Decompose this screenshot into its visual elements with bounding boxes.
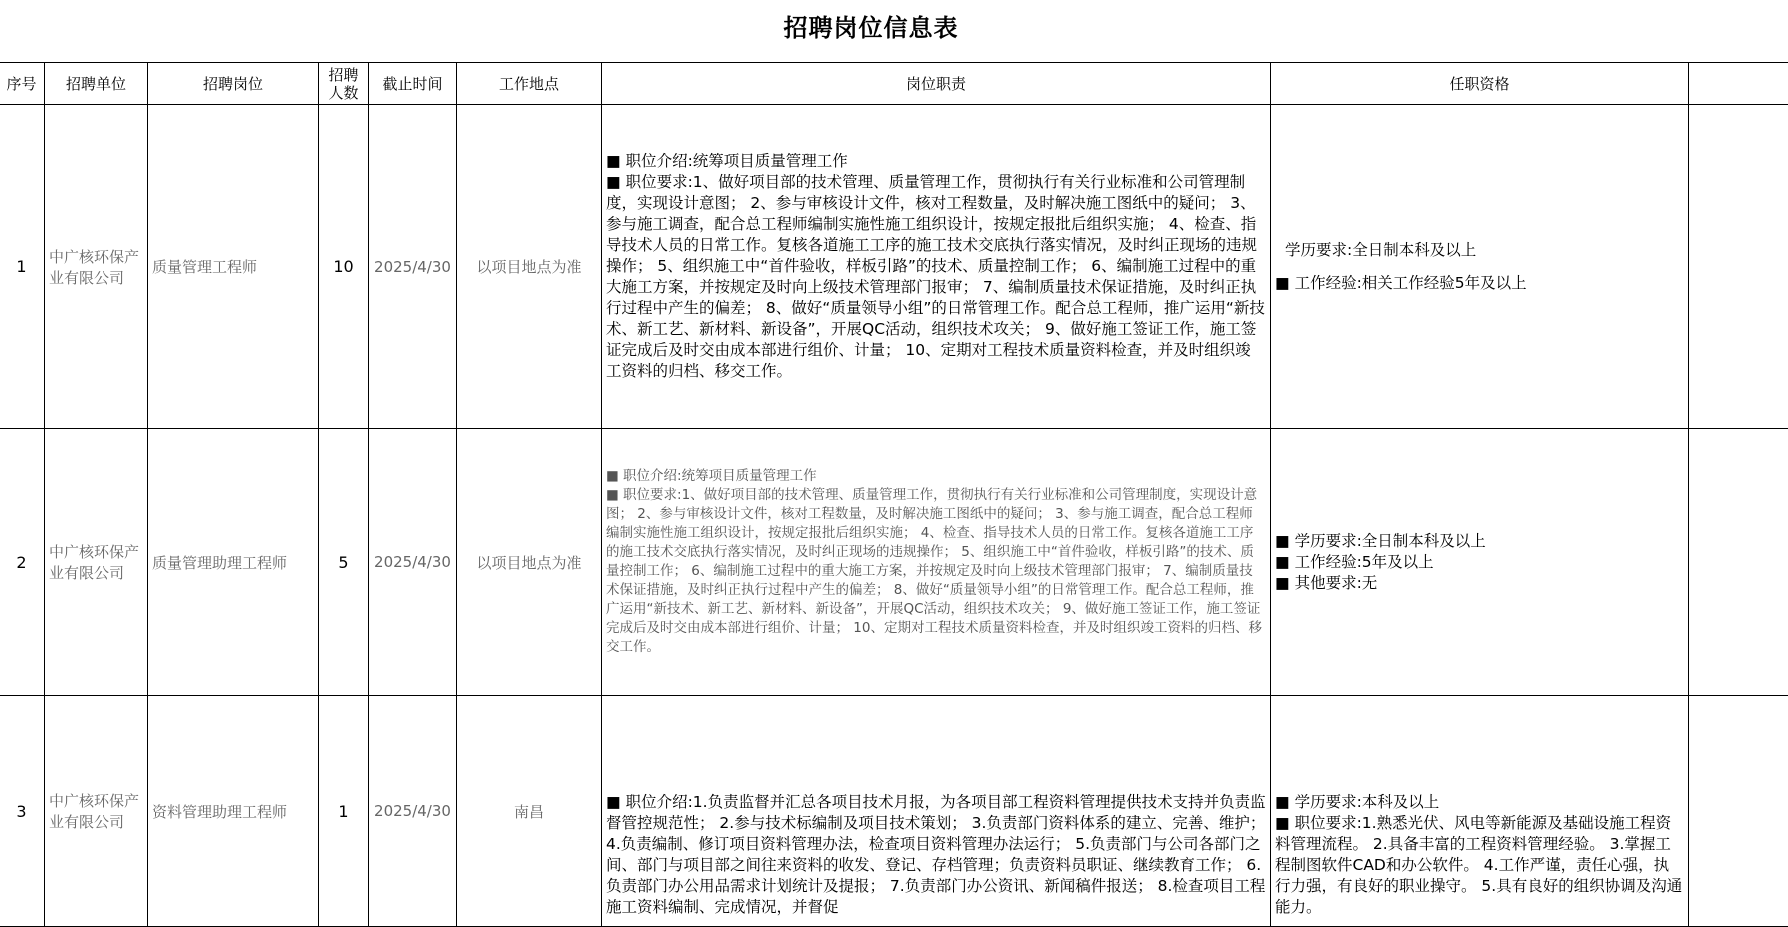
header-location: 工作地点 — [457, 63, 602, 105]
row-extra — [1689, 696, 1788, 927]
row-count: 5 — [319, 429, 369, 696]
row-deadline: 2025/4/30 — [369, 696, 457, 927]
row-unit: 中广核环保产业有限公司 — [45, 105, 148, 429]
row-location: 以项目地点为准 — [457, 429, 602, 696]
row-duties — [602, 429, 1271, 696]
row-unit: 中广核环保产业有限公司 — [45, 429, 148, 696]
header-position: 招聘岗位 — [148, 63, 319, 105]
qual-item: ■ 职位要求:1.熟悉光伏、风电等新能源及基础设施工程资料管理流程。 2.具备丰富的工程资料管理经验。 3.掌握工程制图软件CAD和办公软件。 4.工作严谨，责任心强，执行力强，有良好的职业操守。 5.具有良好的组织协调及沟通能力。 — [1275, 813, 1684, 918]
row-qualifications — [1271, 429, 1689, 696]
qual-item: ■ 学历要求:本科及以上 — [1275, 792, 1684, 813]
row-duties — [602, 696, 1271, 927]
header-duties: 岗位职责 — [602, 63, 1271, 105]
header-seq: 序号 — [0, 63, 45, 105]
row-location: 南昌 — [457, 696, 602, 927]
qual-item: ■ 学历要求:全日制本科及以上 — [1275, 531, 1684, 552]
row-seq: 2 — [0, 429, 45, 696]
row-duties-text: ■ 职位介绍:统筹项目质量管理工作 ■ 职位要求:1、做好项目部的技术管理、质量管理工作，贯彻执行有关行业标准和公司管理制度，实现设计意图； 2、参与审核设计文件，核对工程数量，及时解决施工图纸中的疑问； 3、参与施工调查，配合总工程师编制实施性施工组织设计，按规定报批后组织实施； 4、检查、指导技术人员的日常工作。复核各道施工工序的施工技术交底执行落实情况，及时纠正现场的违规操作； 5、组织施工中“首件验收，样板引路”的技术、质量控制工作； 6、编制施工过程中的重大施工方案，并按规定及时向上级技术管理部门报审； 7、编制质量技术保证措施，及时纠正执行过程中产生的偏差； 8、做好“质量领导小组”的日常管理工作。配合总工程师，推广运用“新技术、新工艺、新材料、新设备”，开展QC活动，组织技术攻关； 9、做好施工签证工作，施工签证完成后及时交由成本部进行组价、计量； 10、定期对工程技术质量资料检查，并及时组织竣工资料的归档、移交工作。 — [606, 151, 1266, 382]
recruitment-table — [0, 62, 1788, 927]
row-location: 以项目地点为准 — [457, 105, 602, 429]
row-position: 资料管理助理工程师 — [148, 696, 319, 927]
page-title: 招聘岗位信息表 — [0, 8, 1742, 43]
row-duties-text: ■ 职位介绍:统筹项目质量管理工作 ■ 职位要求:1、做好项目部的技术管理、质量管理工作，贯彻执行有关行业标准和公司管理制度，实现设计意图； 2、参与审核设计文件，核对工程数量，及时解决施工图纸中的疑问； 3、参与施工调查，配合总工程师编制实施性施工组织设计，按规定报批后组织实施； 4、检查、指导技术人员的日常工作。复核各道施工工序的施工技术交底执行落实情况，及时纠正现场的违规操作； 5、组织施工中“首件验收，样板引路”的技术、质量控制工作； 6、编制施工过程中的重大施工方案，并按规定及时向上级技术管理部门报审； 7、编制质量技术保证措施，及时纠正执行过程中产生的偏差； 8、做好“质量领导小组”的日常管理工作。配合总工程师，推广运用“新技术、新工艺、新材料、新设备”，开展QC活动，组织技术攻关； 9、做好施工签证工作，施工签证完成后及时交由成本部进行组价、计量； 10、定期对工程技术质量资料检查，并及时组织竣工资料的归档、移交工作。 — [606, 467, 1266, 657]
row-count: 10 — [319, 105, 369, 429]
row-deadline: 2025/4/30 — [369, 105, 457, 429]
row-duties — [602, 105, 1271, 429]
row-position: 质量管理工程师 — [148, 105, 319, 429]
row-seq: 1 — [0, 105, 45, 429]
header-unit: 招聘单位 — [45, 63, 148, 105]
row-qualifications — [1271, 696, 1689, 927]
header-extra — [1689, 63, 1788, 105]
row-deadline: 2025/4/30 — [369, 429, 457, 696]
row-extra — [1689, 105, 1788, 429]
row-seq: 3 — [0, 696, 45, 927]
header-row — [0, 63, 1788, 105]
row-duties-text: ■ 职位介绍:1.负责监督并汇总各项目技术月报，为各项目部工程资料管理提供技术支持并负责监督管控规范性； 2.参与技术标编制及项目技术策划； 3.负责部门资料体系的建立、完善、维护； 4.负责编制、修订项目资料管理办法，检查项目资料管理办法运行； 5.负责部门与公司各部门之间、部门与项目部之间往来资料的收发、登记、存档管理；负责资料员职证、继续教育工作； 6.负责部门办公用品需求计划统计及提报； 7.负责部门办公资讯、新闻稿件报送； 8.检查项目工程施工资料编制、完成情况，并督促 — [606, 696, 1266, 918]
row-count: 1 — [319, 696, 369, 927]
row-extra — [1689, 429, 1788, 696]
row-qualifications — [1271, 105, 1689, 429]
header-count-line1: 招聘 — [319, 66, 368, 84]
header-count — [319, 63, 369, 105]
table-row — [0, 696, 1788, 927]
qual-item: ■ 工作经验:相关工作经验5年及以上 — [1275, 273, 1684, 294]
table-row — [0, 105, 1788, 429]
header-deadline: 截止时间 — [369, 63, 457, 105]
header-count-line2: 人数 — [319, 84, 368, 102]
row-position: 质量管理助理工程师 — [148, 429, 319, 696]
qual-item: ■ 其他要求:无 — [1275, 573, 1684, 594]
qual-item: ■ 工作经验:5年及以上 — [1275, 552, 1684, 573]
table-row — [0, 429, 1788, 696]
header-qualifications: 任职资格 — [1271, 63, 1689, 105]
qual-item: 学历要求:全日制本科及以上 — [1285, 240, 1684, 261]
row-unit: 中广核环保产业有限公司 — [45, 696, 148, 927]
